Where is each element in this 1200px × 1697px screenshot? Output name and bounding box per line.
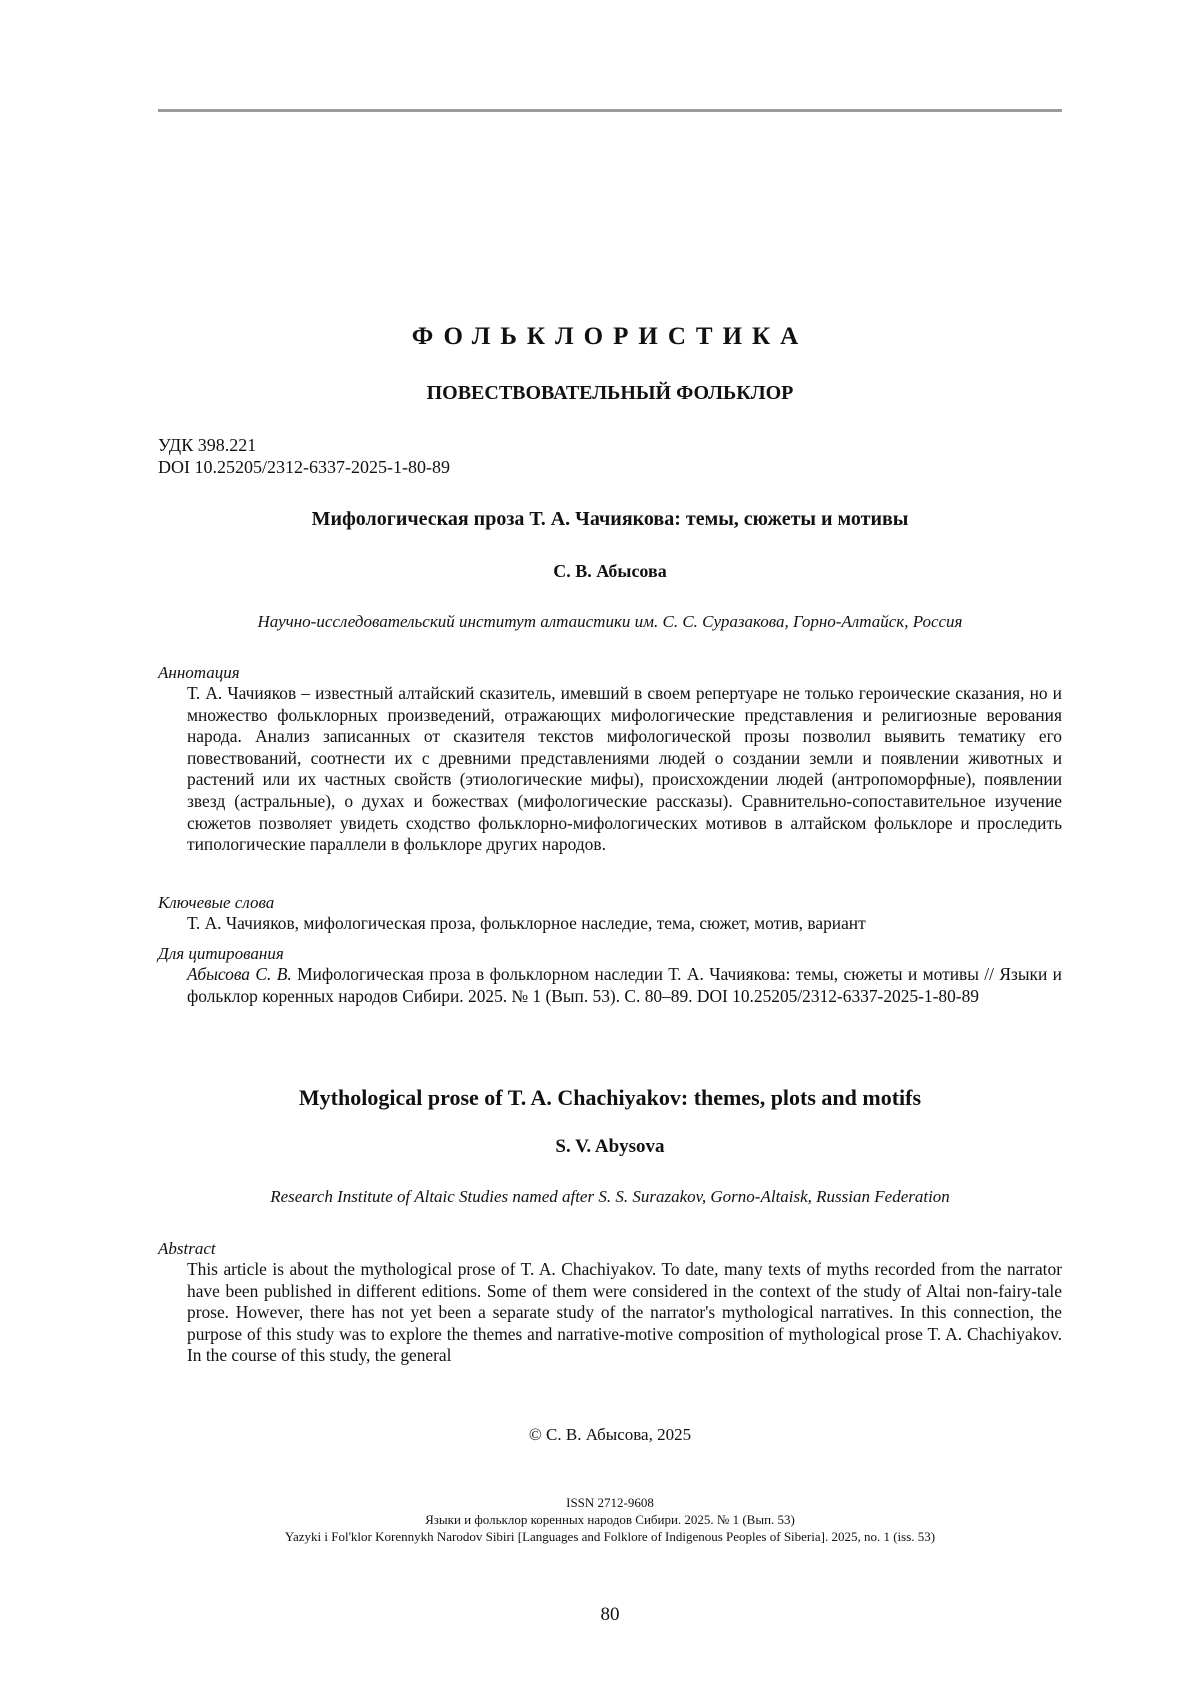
keywords-ru <box>158 892 1062 935</box>
citation-author: Абысова С. В. <box>187 964 292 984</box>
udk-doi-block <box>158 434 450 478</box>
abstract-en-label: Abstract <box>158 1239 216 1258</box>
citation-ru-text <box>187 964 1062 1007</box>
abstract-en-text: This article is about the mythological prose of T. A. Chachiyakov. To date, many texts of myths recorded from the narrator have been published in different editions. Some of them were considered in the context of the study of Altai non-fairy-tale prose. However, there has not yet been a separate study of the narrator's mythological narratives. In this connection, the purpose of this study was to explore the themes and narrative-motive composition of mythological prose T. A. Chachiyakov. In the course of this study, the general <box>187 1259 1062 1366</box>
page-number: 80 <box>600 1604 620 1625</box>
section-title: ФОЛЬКЛОРИСТИКА <box>411 323 809 350</box>
article-title-en: Mythological prose of T. A. Chachiyakov: themes, plots and motifs <box>298 1085 922 1110</box>
journal-footer <box>158 1494 1062 1545</box>
footer-journal-ru: Языки и фольклор коренных народов Сибири. 2025. № 1 (Вып. 53) <box>425 1512 795 1527</box>
author-en: S. V. Abysova <box>555 1136 665 1157</box>
affiliation-ru: Научно-исследовательский институт алтаистики им. С. С. Суразакова, Горно-Алтайск, Россия <box>257 612 963 631</box>
footer-issn: ISSN 2712-9608 <box>566 1495 654 1510</box>
abstract-ru-label: Аннотация <box>158 663 240 682</box>
udk-code: УДК 398.221 <box>158 435 257 455</box>
abstract-ru-text: Т. А. Чачияков – известный алтайский сказитель, имевший в своем репертуаре не только героические сказания, но и множество фольклорных произведений, отражающих мифологические представления и религиозные верования народа. Анализ записанных от сказителя текстов мифологической прозы позволил выявить тематику его повествований, соотнести их с древними представлениями людей о создании земли и появлении животных и растений или их частных свойств (этиологические мифы), происхождении людей (антропоморфные), появлении звезд (астральные), о духах и божествах (мифологические рассказы). Сравнительно-сопоставительное изучение сюжетов позволяет увидеть сходство фольклорно-мифологических мотивов в алтайском фольклоре и проследить типологические параллели в фольклоре других народов. <box>187 683 1062 855</box>
author-ru: С. В. Абысова <box>553 561 667 581</box>
citation-ru-label: Для цитирования <box>158 944 284 963</box>
doi-code: DOI 10.25205/2312-6337-2025-1-80-89 <box>158 457 450 477</box>
article-title-ru: Мифологическая проза Т. А. Чачиякова: темы, сюжеты и мотивы <box>311 508 909 530</box>
citation-ru <box>158 943 1062 1007</box>
copyright-notice: © С. В. Абысова, 2025 <box>528 1425 692 1444</box>
header-rule <box>158 109 1062 112</box>
citation-reference: Мифологическая проза в фольклорном наследии Т. А. Чачиякова: темы, сюжеты и мотивы // Языки и фольклор коренных народов Сибири. 2025. № 1 (Вып. 53). С. 80–89. DOI 10.25205/2312-6337-2025-1-80-89 <box>187 964 1062 1006</box>
abstract-ru <box>158 662 1062 856</box>
footer-journal-en: Yazyki i Fol'klor Korennykh Narodov Sibiri [Languages and Folklore of Indigenous Peoples of Siberia]. 2025, no. 1 (iss. 53) <box>284 1529 936 1544</box>
keywords-ru-text: Т. А. Чачияков, мифологическая проза, фольклорное наследие, тема, сюжет, мотив, вариант <box>187 913 866 933</box>
keywords-ru-label: Ключевые слова <box>158 893 275 912</box>
subsection-title: ПОВЕСТВОВАТЕЛЬНЫЙ ФОЛЬКЛОР <box>426 382 794 404</box>
affiliation-en: Research Institute of Altaic Studies named after S. S. Surazakov, Gorno-Altaisk, Russian Federation <box>270 1187 950 1206</box>
abstract-en <box>158 1238 1062 1367</box>
